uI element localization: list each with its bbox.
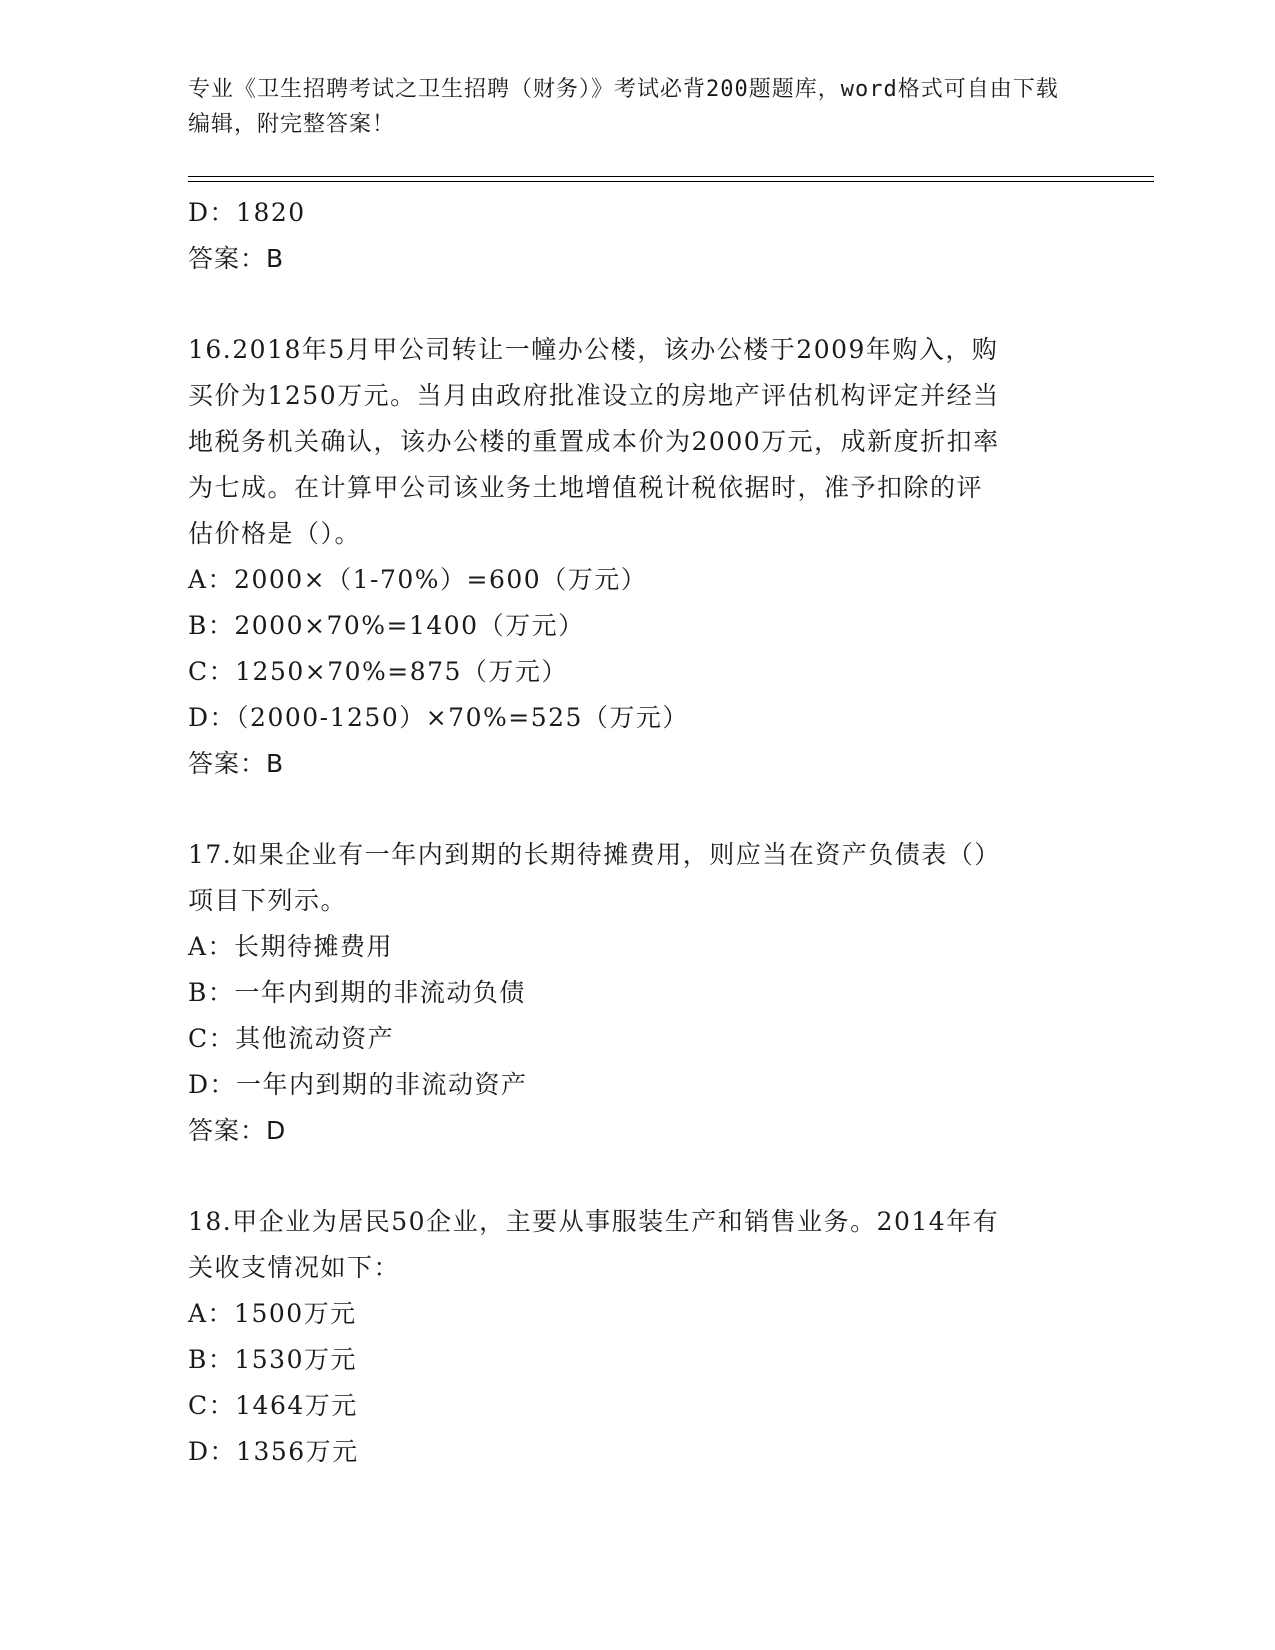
- question-text-line: 18.甲企业为居民50企业，主要从事服装生产和销售业务。2014年有: [188, 1207, 1000, 1236]
- option-d: D：（2000-1250）×70%=525（万元）: [188, 703, 689, 732]
- question-17: [188, 832, 1088, 1154]
- question-list: [188, 190, 1088, 1475]
- option-c: C：其他流动资产: [188, 1024, 395, 1053]
- answer: 答案：B: [188, 244, 285, 273]
- question-text-line: 地税务机关确认，该办公楼的重置成本价为2000万元，成新度折扣率: [188, 427, 1000, 456]
- spacer: [188, 1154, 1088, 1199]
- option-d: D：一年内到期的非流动资产: [188, 1070, 528, 1099]
- option-d: D：1356万元: [188, 1437, 359, 1466]
- answer: 答案：B: [188, 749, 285, 778]
- option-a: A：长期待摊费用: [188, 932, 394, 961]
- question-text-line: 关收支情况如下：: [188, 1253, 401, 1282]
- question-text-line: 为七成。在计算甲公司该业务土地增值税计税依据时，准予扣除的评: [188, 473, 984, 502]
- option-b: B：一年内到期的非流动负债: [188, 978, 526, 1007]
- document-header: 专业《卫生招聘考试之卫生招聘（财务）》考试必背200题题库，word格式可自由下载编辑，附完整答案！: [188, 77, 1059, 137]
- question-text-line: 17.如果企业有一年内到期的长期待摊费用，则应当在资产负债表（）: [188, 840, 1001, 869]
- option-d: D：1820: [188, 198, 306, 227]
- question-15-tail: [188, 190, 1088, 282]
- question-text-line: 估价格是（）。: [188, 519, 362, 548]
- header-divider-top: [188, 176, 1154, 177]
- answer: 答案：D: [188, 1116, 287, 1145]
- question-16: [188, 327, 1088, 787]
- option-c: C：1464万元: [188, 1391, 358, 1420]
- question-text-line: 16.2018年5月甲公司转让一幢办公楼，该办公楼于2009年购入，购: [188, 335, 999, 364]
- option-b: B：2000×70%=1400（万元）: [188, 611, 585, 640]
- option-b: B：1530万元: [188, 1345, 357, 1374]
- header-divider-bottom: [188, 181, 1154, 182]
- question-text-line: 买价为1250万元。当月由政府批准设立的房地产评估机构评定并经当: [188, 381, 1000, 410]
- option-a: A：2000×（1-70%）=600（万元）: [188, 565, 648, 594]
- option-a: A：1500万元: [188, 1299, 357, 1328]
- spacer: [188, 282, 1088, 327]
- question-18: [188, 1199, 1088, 1475]
- question-text-line: 项目下列示。: [188, 886, 348, 915]
- option-c: C：1250×70%=875（万元）: [188, 657, 568, 686]
- spacer: [188, 787, 1088, 832]
